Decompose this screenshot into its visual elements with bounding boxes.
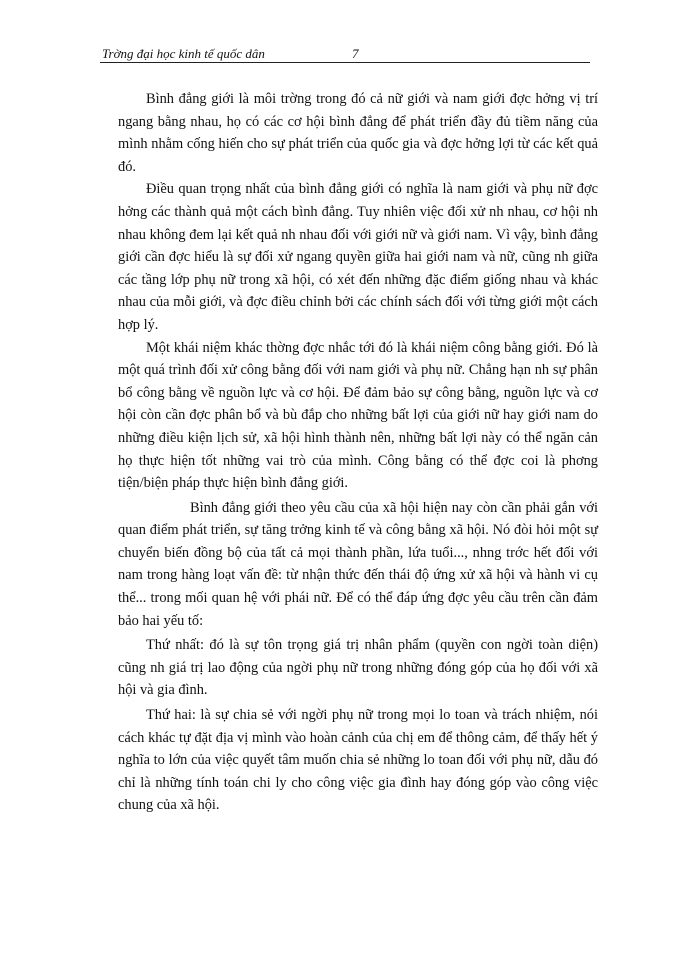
paragraph: Bình đẳng giới theo yêu cầu của xã hội hiện nay còn cần phải gắn với quan điểm phát triển, sự tăng trởng kinh tế và công bằng xã hội. Nó đòi hỏi một sự chuyển biến đồng bộ của tất cả mọi thành phần, lứa tuổi..., nhng trớc hết đối với nam trong hàng loạt vấn đề: từ nhận thức đến thái độ ứng xử xã hội và hành vi cụ thể... trong mối quan hệ với phái nữ. Để có thể đáp ứng đợc yêu cầu trên cần đảm bảo hai yếu tố: (118, 499, 598, 629)
paragraph: Thứ nhất: đó là sự tôn trọng giá trị nhân phẩm (quyền con ngời toàn diện) cũng nh giá trị lao động của ngời phụ nữ trong những đóng góp của họ đối với xã hội và gia đình. (118, 637, 598, 699)
paragraph: Điều quan trọng nhất của bình đẳng giới có nghĩa là nam giới và phụ nữ đợc hởng các thành quả một cách bình đẳng. Tuy nhiên việc đối xử nh nhau, cơ hội nh nhau không đem lại kết quả nh nhau đối với giới nữ và giới nam. Vì vậy, bình đẳng giới cần đợc hiểu là sự đối xử ngang quyền giữa hai giới nam và nữ, cũng nh giữa các tầng lớp phụ nữ trong xã hội, có xét đến những đặc điểm giống nhau và khác nhau của mỗi giới, và đợc điều chỉnh bởi các chính sách đối với từng giới một cách hợp lý. (118, 181, 598, 333)
document-body (118, 88, 598, 817)
page-header (100, 46, 590, 63)
page-number: 7 (352, 46, 359, 61)
paragraph: Bình đẳng giới là môi trờng trong đó cả nữ giới và nam giới đợc hởng vị trí ngang bằng nhau, họ có các cơ hội bình đẳng để phát triển đầy đủ tiềm năng của mình nhằm cống hiến cho sự phát triển của quốc gia và đợc hởng lợi từ các kết quả đó. (118, 91, 598, 175)
paragraph: Thứ hai: là sự chia sẻ với ngời phụ nữ trong mọi lo toan và trách nhiệm, nói cách khác tự đặt địa vị mình vào hoàn cảnh của chị em để thông cảm, để thấy hết ý nghĩa to lớn của việc quyết tâm muốn chia sẻ những lo toan đối với phụ nữ, dẫu đó chỉ là những tính toán chi ly cho công việc gia đình hay đóng góp vào công việc chung của xã hội. (118, 707, 598, 814)
header-title: Trờng đại học kinh tế quốc dân (102, 46, 265, 61)
paragraph: Một khái niệm khác thờng đợc nhắc tới đó là khái niệm công bằng giới. Đó là một quá trình đối xử công bằng đối với nam giới và phụ nữ. Chẳng hạn nh sự phân bổ công bằng về nguồn lực và cơ hội. Để đảm bảo sự công bằng, nguồn lực và cơ hội còn cần đợc phân bổ và bù đắp cho những bất lợi của giới nữ hay giới nam do những điều kiện lịch sử, xã hội hình thành nên, những bất lợi này có thể ngăn cản họ thực hiện tốt những vai trò của mình. Công bằng có thể đợc coi là phơng tiện/biện pháp thực hiện bình đẳng giới. (118, 339, 598, 492)
